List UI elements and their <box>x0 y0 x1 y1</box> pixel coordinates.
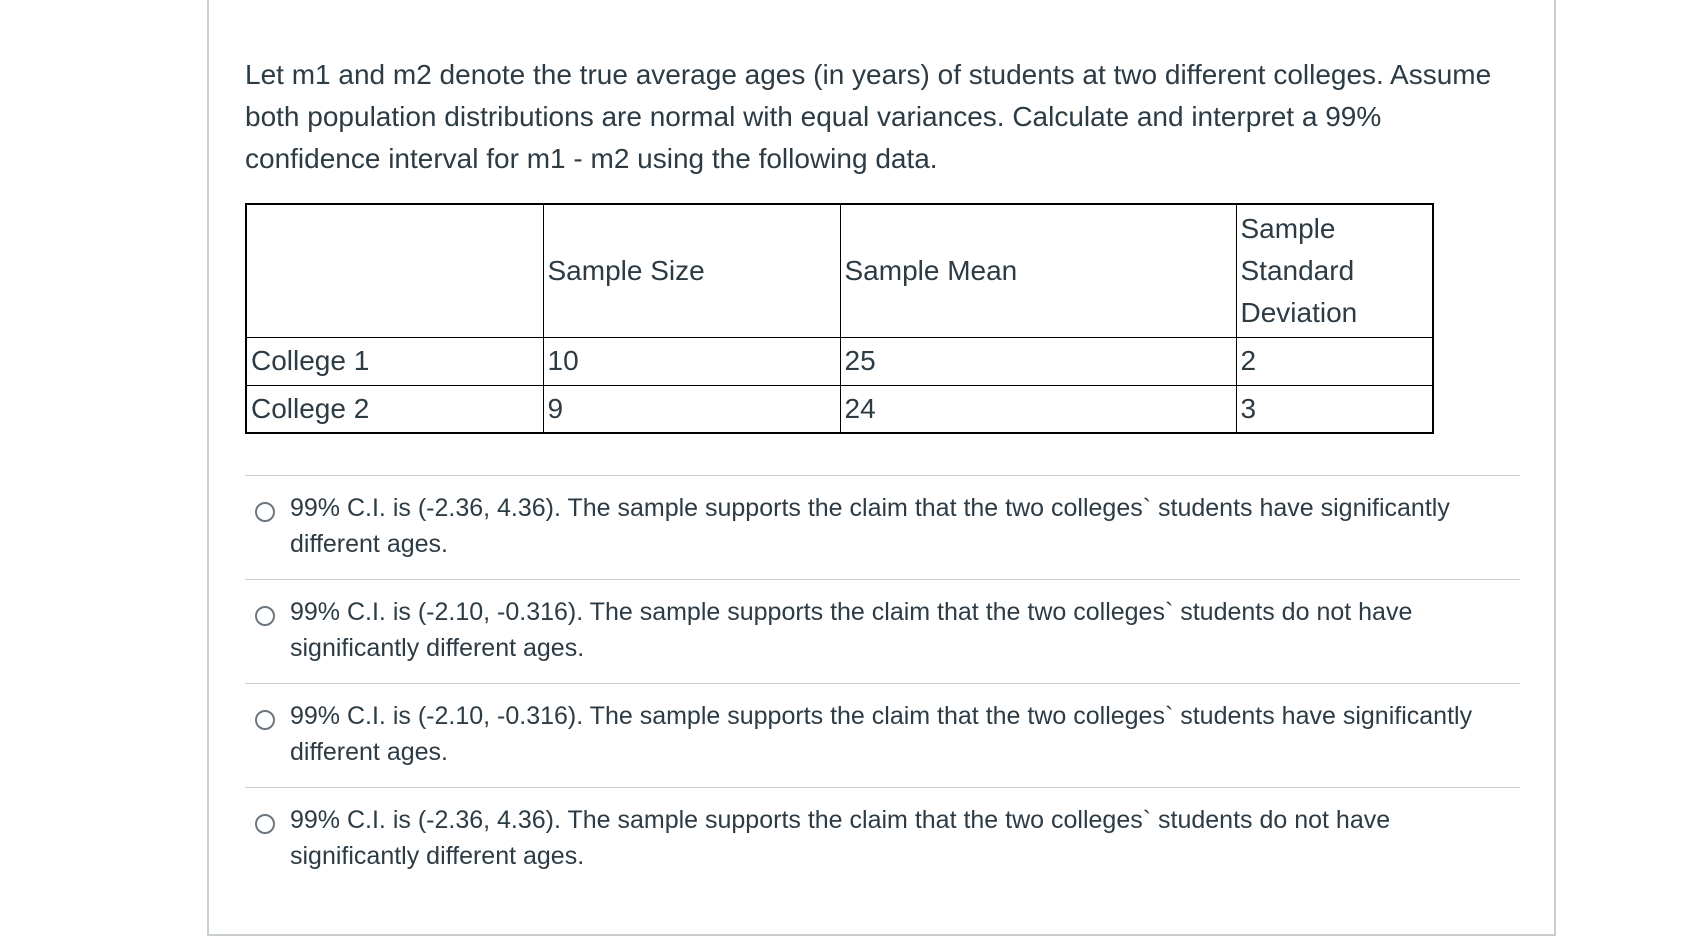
answer-list <box>245 475 1520 891</box>
question-text: Let m1 and m2 denote the true average ages (in years) of students at two different colleges. Assume both population distributions are normal with equal variances. Calculate and interpret a 99% confidence interval for m1 - m2 using the following data. <box>245 59 1492 174</box>
table-cell: 3 <box>1236 385 1433 433</box>
table-cell: 25 <box>840 337 1236 385</box>
table-header-cell <box>246 204 543 337</box>
table-header-cell: Sample Mean <box>840 204 1236 337</box>
answer-option-2[interactable] <box>245 579 1520 683</box>
table-cell: College 1 <box>246 337 543 385</box>
table-cell: College 2 <box>246 385 543 433</box>
answer-label[interactable]: 99% C.I. is (-2.36, 4.36). The sample supports the claim that the two colleges` students do not have significantly different ages. <box>290 806 1391 870</box>
answer-option-3[interactable] <box>245 683 1520 787</box>
table-cell: 9 <box>543 385 840 433</box>
answer-label[interactable]: 99% C.I. is (-2.10, -0.316). The sample supports the claim that the two colleges` students do not have significantly different ages. <box>290 598 1413 662</box>
question-card <box>207 0 1556 936</box>
table-header-row <box>246 204 1433 337</box>
data-table <box>245 203 1434 434</box>
table-header-cell: Sample Standard Deviation <box>1236 204 1433 337</box>
radio-button[interactable] <box>255 606 275 626</box>
table-row <box>246 385 1433 433</box>
table-row <box>246 337 1433 385</box>
table-header-cell: Sample Size <box>543 204 840 337</box>
answer-label[interactable]: 99% C.I. is (-2.10, -0.316). The sample supports the claim that the two colleges` students have significantly different ages. <box>290 702 1473 766</box>
table-cell: 10 <box>543 337 840 385</box>
radio-button[interactable] <box>255 814 275 834</box>
answer-label[interactable]: 99% C.I. is (-2.36, 4.36). The sample supports the claim that the two colleges` students have significantly different ages. <box>290 494 1450 558</box>
answer-option-1[interactable] <box>245 475 1520 579</box>
table-cell: 2 <box>1236 337 1433 385</box>
table-cell: 24 <box>840 385 1236 433</box>
answer-option-4[interactable] <box>245 787 1520 891</box>
radio-button[interactable] <box>255 710 275 730</box>
radio-button[interactable] <box>255 502 275 522</box>
